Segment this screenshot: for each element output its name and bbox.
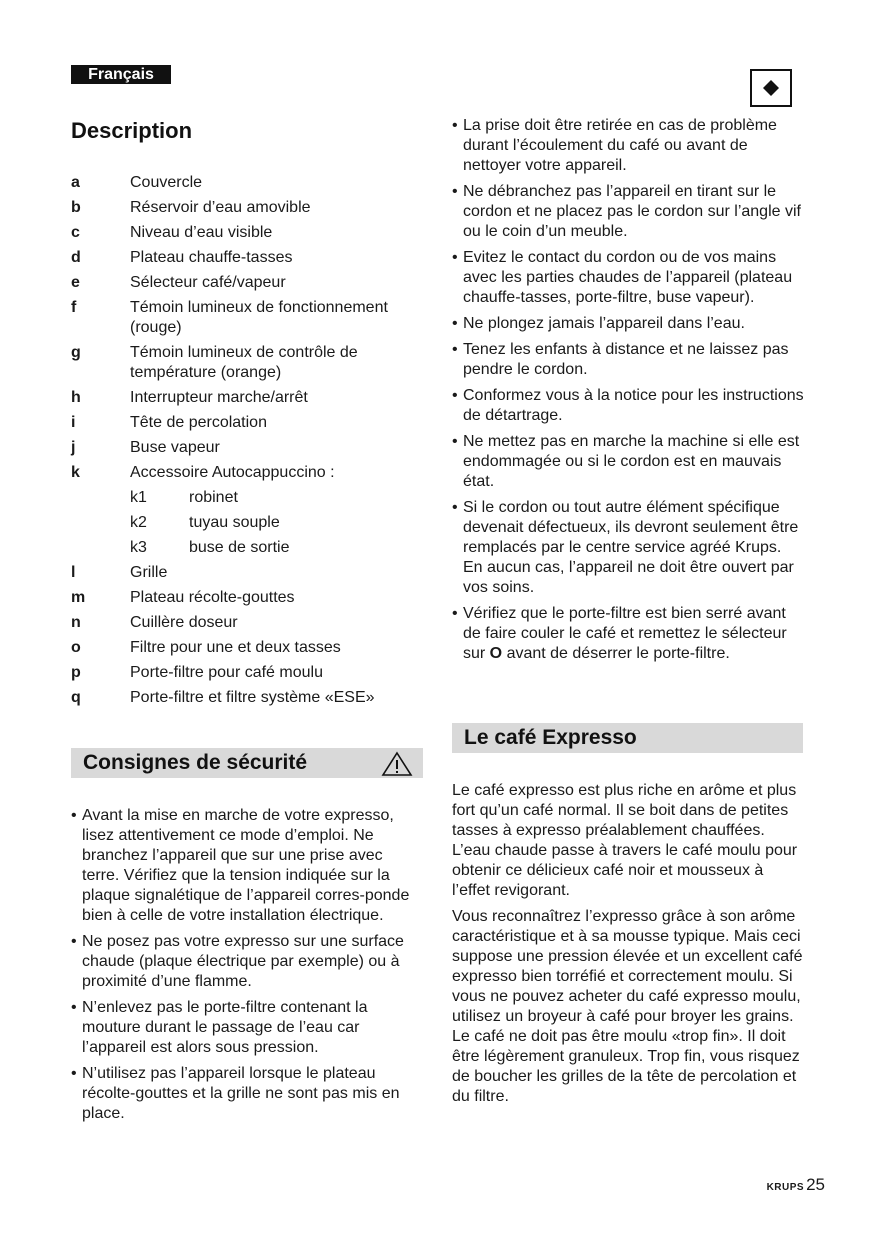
legend-item: a Couvercle <box>71 174 203 191</box>
legend-subitem: k1 robinet <box>130 489 238 506</box>
legend-item: o Filtre pour une et deux tasses <box>71 639 341 656</box>
expresso-body <box>452 781 804 1113</box>
expresso-paragraph: Le café expresso est plus riche en arôme et plus fort qu’un café normal. Il se boit dans de petites tasses à expresso préalablement chauffées. L’eau chaude passe à travers le café moulu pour obtenir ce délicieux café noir et mousseux à l’effet revigorant. <box>452 782 798 899</box>
legend-subitem: k3 buse de sortie <box>130 539 290 556</box>
legend-item: j Buse vapeur <box>71 439 220 456</box>
legend-item: m Plateau récolte-gouttes <box>71 589 295 606</box>
page-footer <box>767 1175 825 1195</box>
legend-item: d Plateau chauffe-tasses <box>71 249 293 266</box>
legend-item: c Niveau d’eau visible <box>71 224 273 241</box>
safety-bullet: • Ne plongez jamais l’appareil dans l’eau. <box>452 314 804 334</box>
safety-bullet: • Tenez les enfants à distance et ne laissez pas pendre le cordon. <box>452 340 804 380</box>
legend-item: e Sélecteur café/vapeur <box>71 274 286 291</box>
safety-bullet: • N’enlevez pas le porte-filtre contenant la mouture durant le passage de l’eau car l’appareil est alors sous pression. <box>71 998 423 1058</box>
safety-title: Consignes de sécurité <box>83 751 308 774</box>
safety-bullet: • Vérifiez que le porte-filtre est bien serré avant de faire couler le café et remettez le sélecteur sur O avant de déserrer le porte-filtre. <box>452 604 804 664</box>
legend-subitem: k2 tuyau souple <box>130 514 280 531</box>
legend-item: k Accessoire Autocappuccino : <box>71 464 335 481</box>
safety-bullet: • Conformez vous à la notice pour les instructions de détartrage. <box>452 386 804 426</box>
safety-bullet: • Evitez le contact du cordon ou de vos mains avec les parties chaudes de l’appareil (plateau chauffe-tasses, porte-filtre, buse vapeur). <box>452 248 804 308</box>
safety-bullet: • Ne débranchez pas l’appareil en tirant sur le cordon et ne placez pas le cordon sur l’angle vif ou le coin d’un meuble. <box>452 182 804 242</box>
warning-icon <box>381 751 413 777</box>
safety-bullet: • Si le cordon ou tout autre élément spécifique devenait défectueux, ils devront seulement être remplacés par le centre service agréé Krups. En aucun cas, l’appareil ne doit être ouvert par vos soins. <box>452 498 804 598</box>
language-tab: Français <box>71 65 171 84</box>
legend-item: l Grille <box>71 564 168 581</box>
safety-bullet: • La prise doit être retirée en cas de problème durant l’écoulement du café ou avant de nettoyer votre appareil. <box>452 116 804 176</box>
safety-bullet: • Ne mettez pas en marche la machine si elle est endommagée ou si le cordon est en mauvais état. <box>452 432 804 492</box>
page-marker-box <box>750 69 792 107</box>
page-number: 25 <box>806 1175 825 1194</box>
legend-item: p Porte-filtre pour café moulu <box>71 664 323 681</box>
legend-item: g Témoin lumineux de contrôle de température (orange) <box>71 344 358 381</box>
legend-item: i Tête de percolation <box>71 414 267 431</box>
legend-item: f Témoin lumineux de fonctionnement (rouge) <box>71 299 388 336</box>
legend-item: b Réservoir d’eau amovible <box>71 199 311 216</box>
safety-section-header <box>71 748 423 778</box>
parts-legend <box>71 173 423 713</box>
diamond-icon <box>762 79 780 97</box>
legend-item: h Interrupteur marche/arrêt <box>71 389 308 406</box>
safety-bullet: • Ne posez pas votre expresso sur une surface chaude (plaque électrique par exemple) ou à proximité d’une flamme. <box>71 932 423 992</box>
legend-item: q Porte-filtre et filtre système «ESE» <box>71 689 375 706</box>
safety-list-left <box>71 806 423 1130</box>
safety-list-right <box>452 116 804 670</box>
safety-bullet: • Avant la mise en marche de votre expresso, lisez attentivement ce mode d’emploi. Ne branchez l’appareil que sur une prise avec terre. Vérifiez que la tension indiquée sur la plaque signalétique de l’appareil corres-ponde bien à celle de votre installation électrique. <box>71 806 423 926</box>
expresso-section-header <box>452 723 803 753</box>
expresso-paragraph: Vous reconnaîtrez l’expresso grâce à son arôme caractéristique et à sa mousse typique. Mais ceci suppose une pression élevée et un excellent café expresso bien torréfié et correctement moulu. Si vous ne pouvez acheter du café expresso moulu, utilisez un broyeur à café pour broyer les grains. Le café ne doit pas être moulu «trop fin». Il doit être légèrement granuleux. Trop fin, vous risquez de boucher les grilles de la tête de percolation et du filtre. <box>452 908 803 1105</box>
safety-bullet: • N’utilisez pas l’appareil lorsque le plateau récolte-gouttes et la grille ne sont pas mis en place. <box>71 1064 423 1124</box>
expresso-title: Le café Expresso <box>464 726 637 749</box>
legend-item: n Cuillère doseur <box>71 614 238 631</box>
description-title: Description <box>71 118 193 143</box>
brand-logo: KRUPS <box>766 1182 805 1193</box>
